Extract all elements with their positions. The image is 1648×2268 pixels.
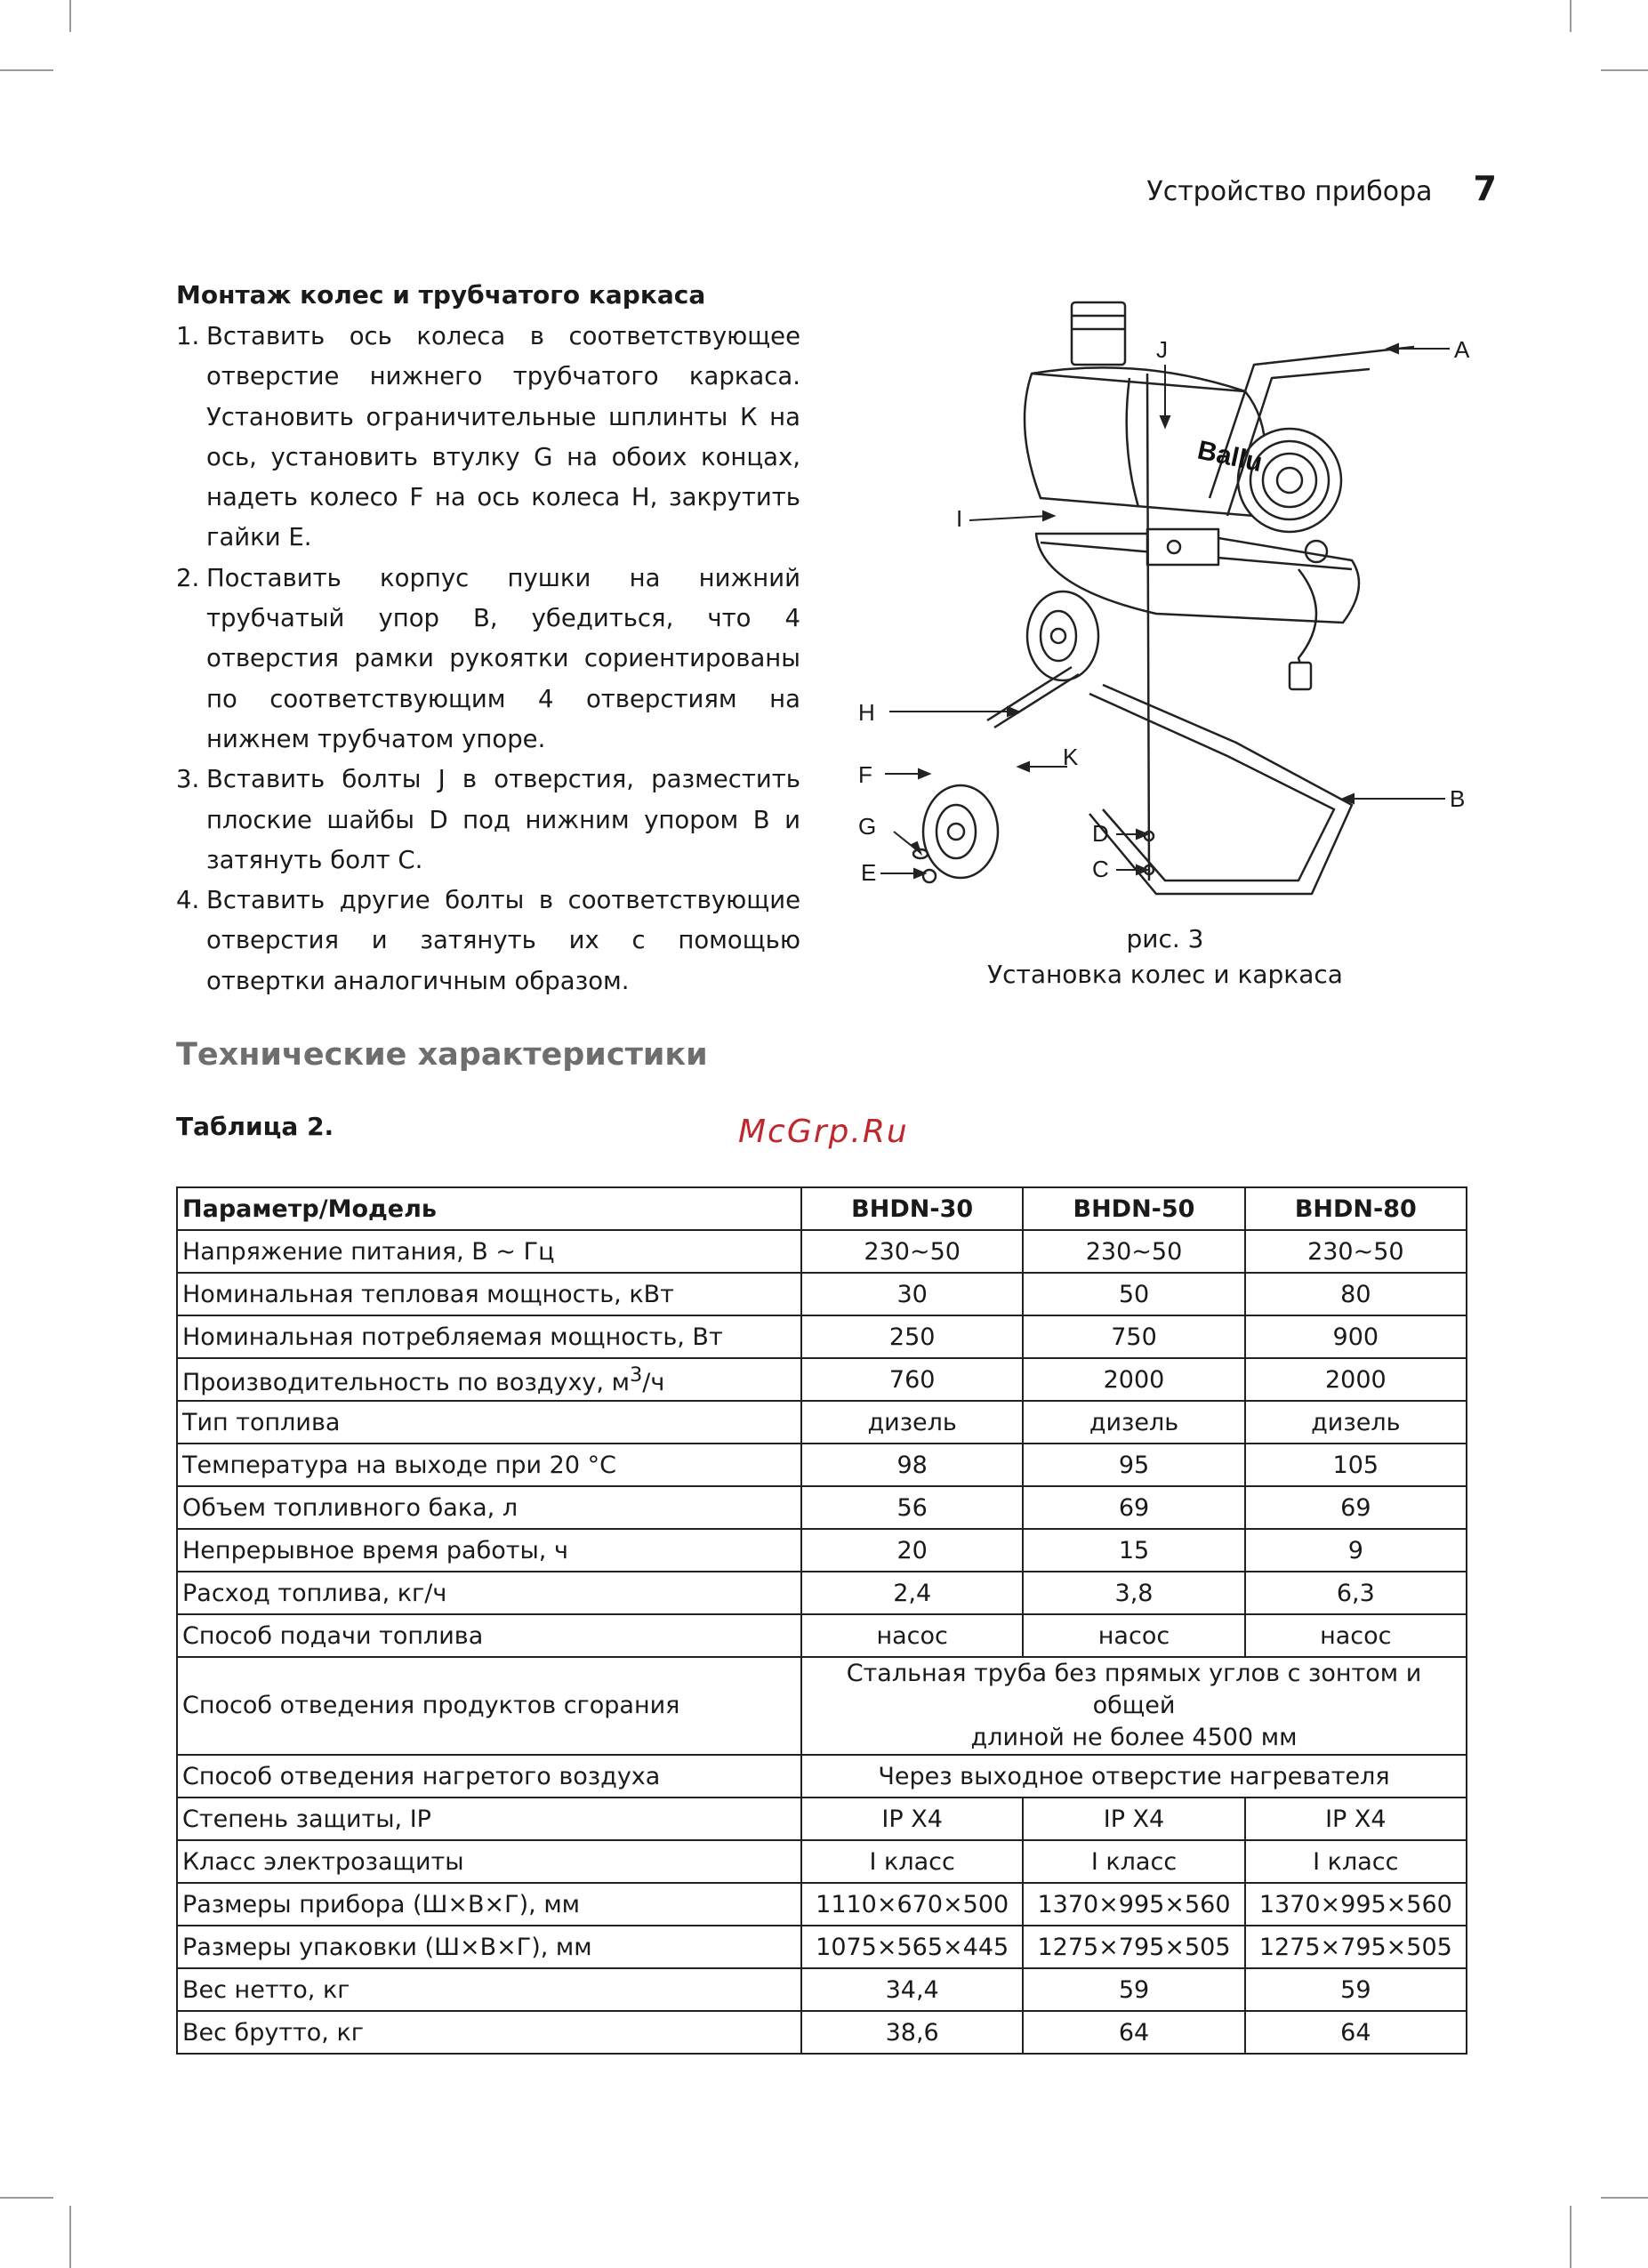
tech-specs-title: Технические характеристики xyxy=(176,1037,708,1073)
header-param: Параметр/Модель xyxy=(177,1187,801,1230)
table-row: Номинальная тепловая мощность, кВт 30 50 80 xyxy=(177,1273,1467,1315)
header-model: BHDN-50 xyxy=(1023,1187,1244,1230)
figure-number: рис. 3 xyxy=(1126,924,1204,953)
table-row: Вес брутто, кг 38,6 64 64 xyxy=(177,2011,1467,2054)
table-row: Степень защиты, IP IP X4 IP X4 IP X4 xyxy=(177,1798,1467,1840)
table-row: Размеры упаковки (Ш×В×Г), мм 1075×565×445 1275×795×505 1275×795×505 xyxy=(177,1926,1467,1968)
label-g: G xyxy=(858,813,877,840)
header-model: BHDN-80 xyxy=(1245,1187,1467,1230)
crop-mark xyxy=(1601,69,1648,71)
table-row: Объем топливного бака, л 56 69 69 xyxy=(177,1486,1467,1529)
label-a: A xyxy=(1454,336,1470,363)
table-header-row xyxy=(177,1187,1467,1230)
crop-mark xyxy=(69,0,71,32)
table-row: Класс электрозащиты I класс I класс I класс xyxy=(177,1840,1467,1883)
header-model: BHDN-30 xyxy=(801,1187,1023,1230)
heater-assembly-diagram xyxy=(836,294,1485,934)
label-j: J xyxy=(1156,336,1168,363)
label-c: C xyxy=(1092,856,1109,882)
specs-table xyxy=(176,1186,1467,2055)
table-row: Размеры прибора (Ш×В×Г), мм 1110×670×500 1370×995×560 1370×995×560 xyxy=(177,1883,1467,1926)
crop-mark xyxy=(1570,2206,1572,2268)
table-row: Способ отведения нагретого воздуха Через выходное отверстие нагревателя xyxy=(177,1755,1467,1798)
label-d: D xyxy=(1092,820,1109,847)
step-item: 3. Вставить болты J в отверстия, разместить плоские шайбы D под нижним упором B и затянуть болт C. xyxy=(176,765,800,874)
label-k: K xyxy=(1063,744,1079,770)
table-row: Номинальная потребляемая мощность, Вт 250 750 900 xyxy=(177,1315,1467,1358)
label-h: H xyxy=(858,699,875,726)
label-f: F xyxy=(858,761,872,788)
figure-title: Установка колес и каркаса xyxy=(987,960,1343,989)
page-header xyxy=(1146,169,1497,208)
crop-mark xyxy=(69,2206,71,2268)
table-row: Непрерывное время работы, ч 20 15 9 xyxy=(177,1529,1467,1572)
brand-logo: Ballu xyxy=(1194,435,1266,479)
table-row: Напряжение питания, В ~ Гц 230~50 230~50 230~50 xyxy=(177,1230,1467,1273)
step-text: Вставить болты J в отверстия, разместить плоские шайбы D под нижним упором B и затянуть болт C. xyxy=(206,765,800,874)
table-row: Вес нетто, кг 34,4 59 59 xyxy=(177,1968,1467,2011)
table-row: Температура на выходе при 20 °С 98 95 105 xyxy=(177,1444,1467,1486)
step-item: 2. Поставить корпус пушки на нижний трубчатый упор B, убедиться, что 4 отверстия рамки рукоятки сориентированы по соответствующим 4 отверстиям на нижнем трубчатом упоре. xyxy=(176,563,800,753)
page-number: 7 xyxy=(1473,169,1497,208)
assembly-title: Монтаж колес и трубчатого каркаса xyxy=(176,280,706,310)
crop-mark xyxy=(0,2197,53,2199)
label-i: I xyxy=(956,505,963,532)
table-row: Способ подачи топлива насос насос насос xyxy=(177,1614,1467,1657)
table-row: Производительность по воздуху, $м^3/ч$ 760 2000 2000 xyxy=(177,1358,1467,1401)
assembly-instructions xyxy=(176,280,800,1001)
label-b: B xyxy=(1450,785,1466,812)
assembly-steps xyxy=(176,317,800,1001)
step-item: 1. Вставить ось колеса в соответствующее отверстие нижнего трубчатого каркаса. Установить ограничительные шплинты К на ось, установить втулку G на обоих концах, надеть колесо F на ось колеса H, закрутить гайки E. xyxy=(176,322,800,552)
table-row: Способ отведения продуктов сгорания Стальная труба без прямых углов с зонтом и общей длиной не более 4500 мм xyxy=(177,1657,1467,1755)
step-text: Поставить корпус пушки на нижний трубчатый упор B, убедиться, что 4 отверстия рамки рукоятки сориентированы по соответствующим 4 отверстиям на нижнем трубчатом упоре. xyxy=(206,563,800,753)
crop-mark xyxy=(0,69,53,71)
step-item: 4. Вставить другие болты в соответствующие отверстия и затянуть их с помощью отвертки аналогичным образом. xyxy=(176,886,800,995)
crop-mark xyxy=(1601,2197,1648,2199)
step-text: Вставить другие болты в соответствующие отверстия и затянуть их с помощью отвертки аналогичным образом. xyxy=(206,886,800,995)
step-text: Вставить ось колеса в соответствующее отверстие нижнего трубчатого каркаса. Установить ограничительные шплинты К на ось, установить втулку G на обоих концах, надеть колесо F на ось колеса H, закрутить гайки E. xyxy=(206,322,800,552)
table-row: Тип топлива дизель дизель дизель xyxy=(177,1401,1467,1444)
header-title: Устройство прибора xyxy=(1146,176,1433,207)
label-e: E xyxy=(861,859,877,886)
watermark: McGrp.Ru xyxy=(738,1114,909,1150)
table-label: Таблица 2. xyxy=(176,1112,334,1141)
crop-mark xyxy=(1570,0,1572,32)
table-row: Расход топлива, кг/ч 2,4 3,8 6,3 xyxy=(177,1572,1467,1614)
figure-caption xyxy=(880,921,1450,993)
